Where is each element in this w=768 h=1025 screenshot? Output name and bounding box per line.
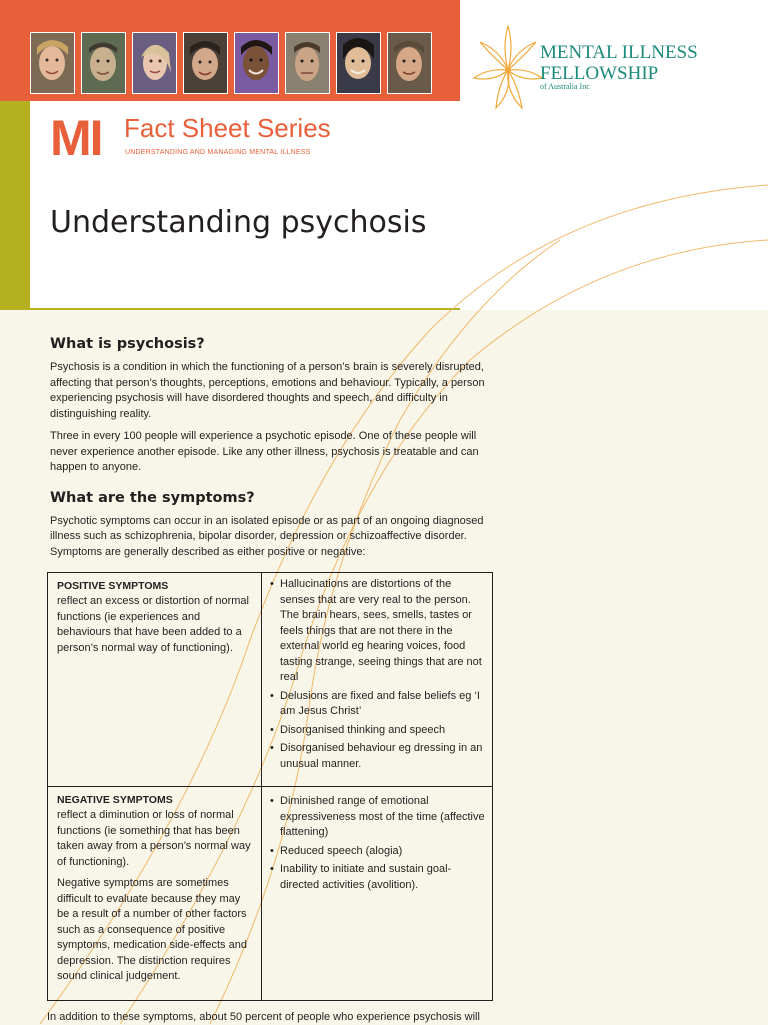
org-name-line2: FELLOWSHIP <box>540 63 659 84</box>
flower-logo-icon <box>472 22 544 112</box>
positive-symptoms-list <box>270 577 486 772</box>
main-content <box>50 336 496 567</box>
paragraph: Psychosis is a condition in which the functioning of a person’s brain is severely disrupted, affecting that person’s thoughts, perceptions, emotions and behaviour. Typically, a person experiencing psychosis will have disordered thoughts and speech, and difficulty in distinguishing reality. <box>50 361 485 420</box>
list-item: • Disorganised thinking and speech <box>270 723 486 739</box>
negative-symptoms-description: reflect a diminution or loss of normal functions (ie something that has been taken away from a person’s normal way of functioning). <box>57 809 251 868</box>
section-heading-what-is: What is psychosis? <box>50 336 205 352</box>
negative-symptoms-note: Negative symptoms are sometimes difficult to evaluate because they may be a result of a number of other factors such as a consequence of positive symptoms, medication side-effects and depression. The distinction requires sound clinical judgement. <box>57 877 247 982</box>
list-item: • Disorganised behaviour eg dressing in an unusual manner. <box>270 741 486 772</box>
negative-symptoms-list-cell <box>262 787 492 1000</box>
portrait-photo-4 <box>183 32 228 94</box>
positive-symptoms-cell <box>48 573 262 787</box>
portrait-photo-6 <box>285 32 330 94</box>
portrait-photo-3 <box>132 32 177 94</box>
accent-bar <box>0 101 30 310</box>
list-item: • Delusions are fixed and false beliefs eg ‘I am Jesus Christ’ <box>270 689 486 720</box>
org-name-line1: MENTAL ILLNESS <box>540 42 698 63</box>
org-name <box>540 42 760 84</box>
list-item: • Hallucinations are distortions of the senses that are very real to the person. The brain hears, sees, smells, tastes or feels things that are not there in the external world eg hearing voices, food tasting strange, seeing things that are not real <box>270 577 486 686</box>
list-item: • Inability to initiate and sustain goal-directed activities (avolition). <box>270 862 486 893</box>
series-title: Fact Sheet Series <box>124 113 331 143</box>
negative-symptoms-list <box>270 794 486 893</box>
portrait-photo-1 <box>30 32 75 94</box>
negative-symptoms-heading: NEGATIVE SYMPTOMS <box>57 794 173 806</box>
continuation-text: In addition to these symptoms, about 50 percent of people who experience psychosis will <box>47 1011 480 1023</box>
list-item: • Reduced speech (alogia) <box>270 844 486 860</box>
portrait-photo-8 <box>387 32 432 94</box>
portrait-photo-2 <box>81 32 126 94</box>
org-subtitle: of Australia Inc <box>540 82 590 91</box>
list-item: • Diminished range of emotional expressiveness most of the time (affective flattening) <box>270 794 486 841</box>
positive-symptoms-description: reflect an excess or distortion of normal functions (ie experiences and behaviours that have been added to a person’s normal way of functioning). <box>57 595 249 654</box>
paragraph: Psychotic symptoms can occur in an isolated episode or as part of an ongoing diagnosed illness such as schizophrenia, bipolar disorder, depression or schizoaffective disorder. Symptoms are generally described as either positive or negative: <box>50 514 484 558</box>
portrait-photo-7 <box>336 32 381 94</box>
paragraph: Three in every 100 people will experience a psychotic episode. One of these people will never experience another episode. Like any other illness, psychosis is treatable and can happen to anyone. <box>50 430 479 473</box>
divider-line <box>30 308 460 310</box>
page-title: Understanding psychosis <box>50 205 427 240</box>
series-subtitle: UNDERSTANDING AND MANAGING MENTAL ILLNESS <box>125 149 311 156</box>
positive-symptoms-heading: POSITIVE SYMPTOMS <box>57 580 169 592</box>
series-mark: MI <box>50 110 102 166</box>
symptoms-table <box>47 572 493 1001</box>
section-heading-symptoms: What are the symptoms? <box>50 489 255 506</box>
portrait-photo-5 <box>234 32 279 94</box>
negative-symptoms-cell <box>48 787 262 1000</box>
positive-symptoms-list-cell <box>262 573 492 787</box>
